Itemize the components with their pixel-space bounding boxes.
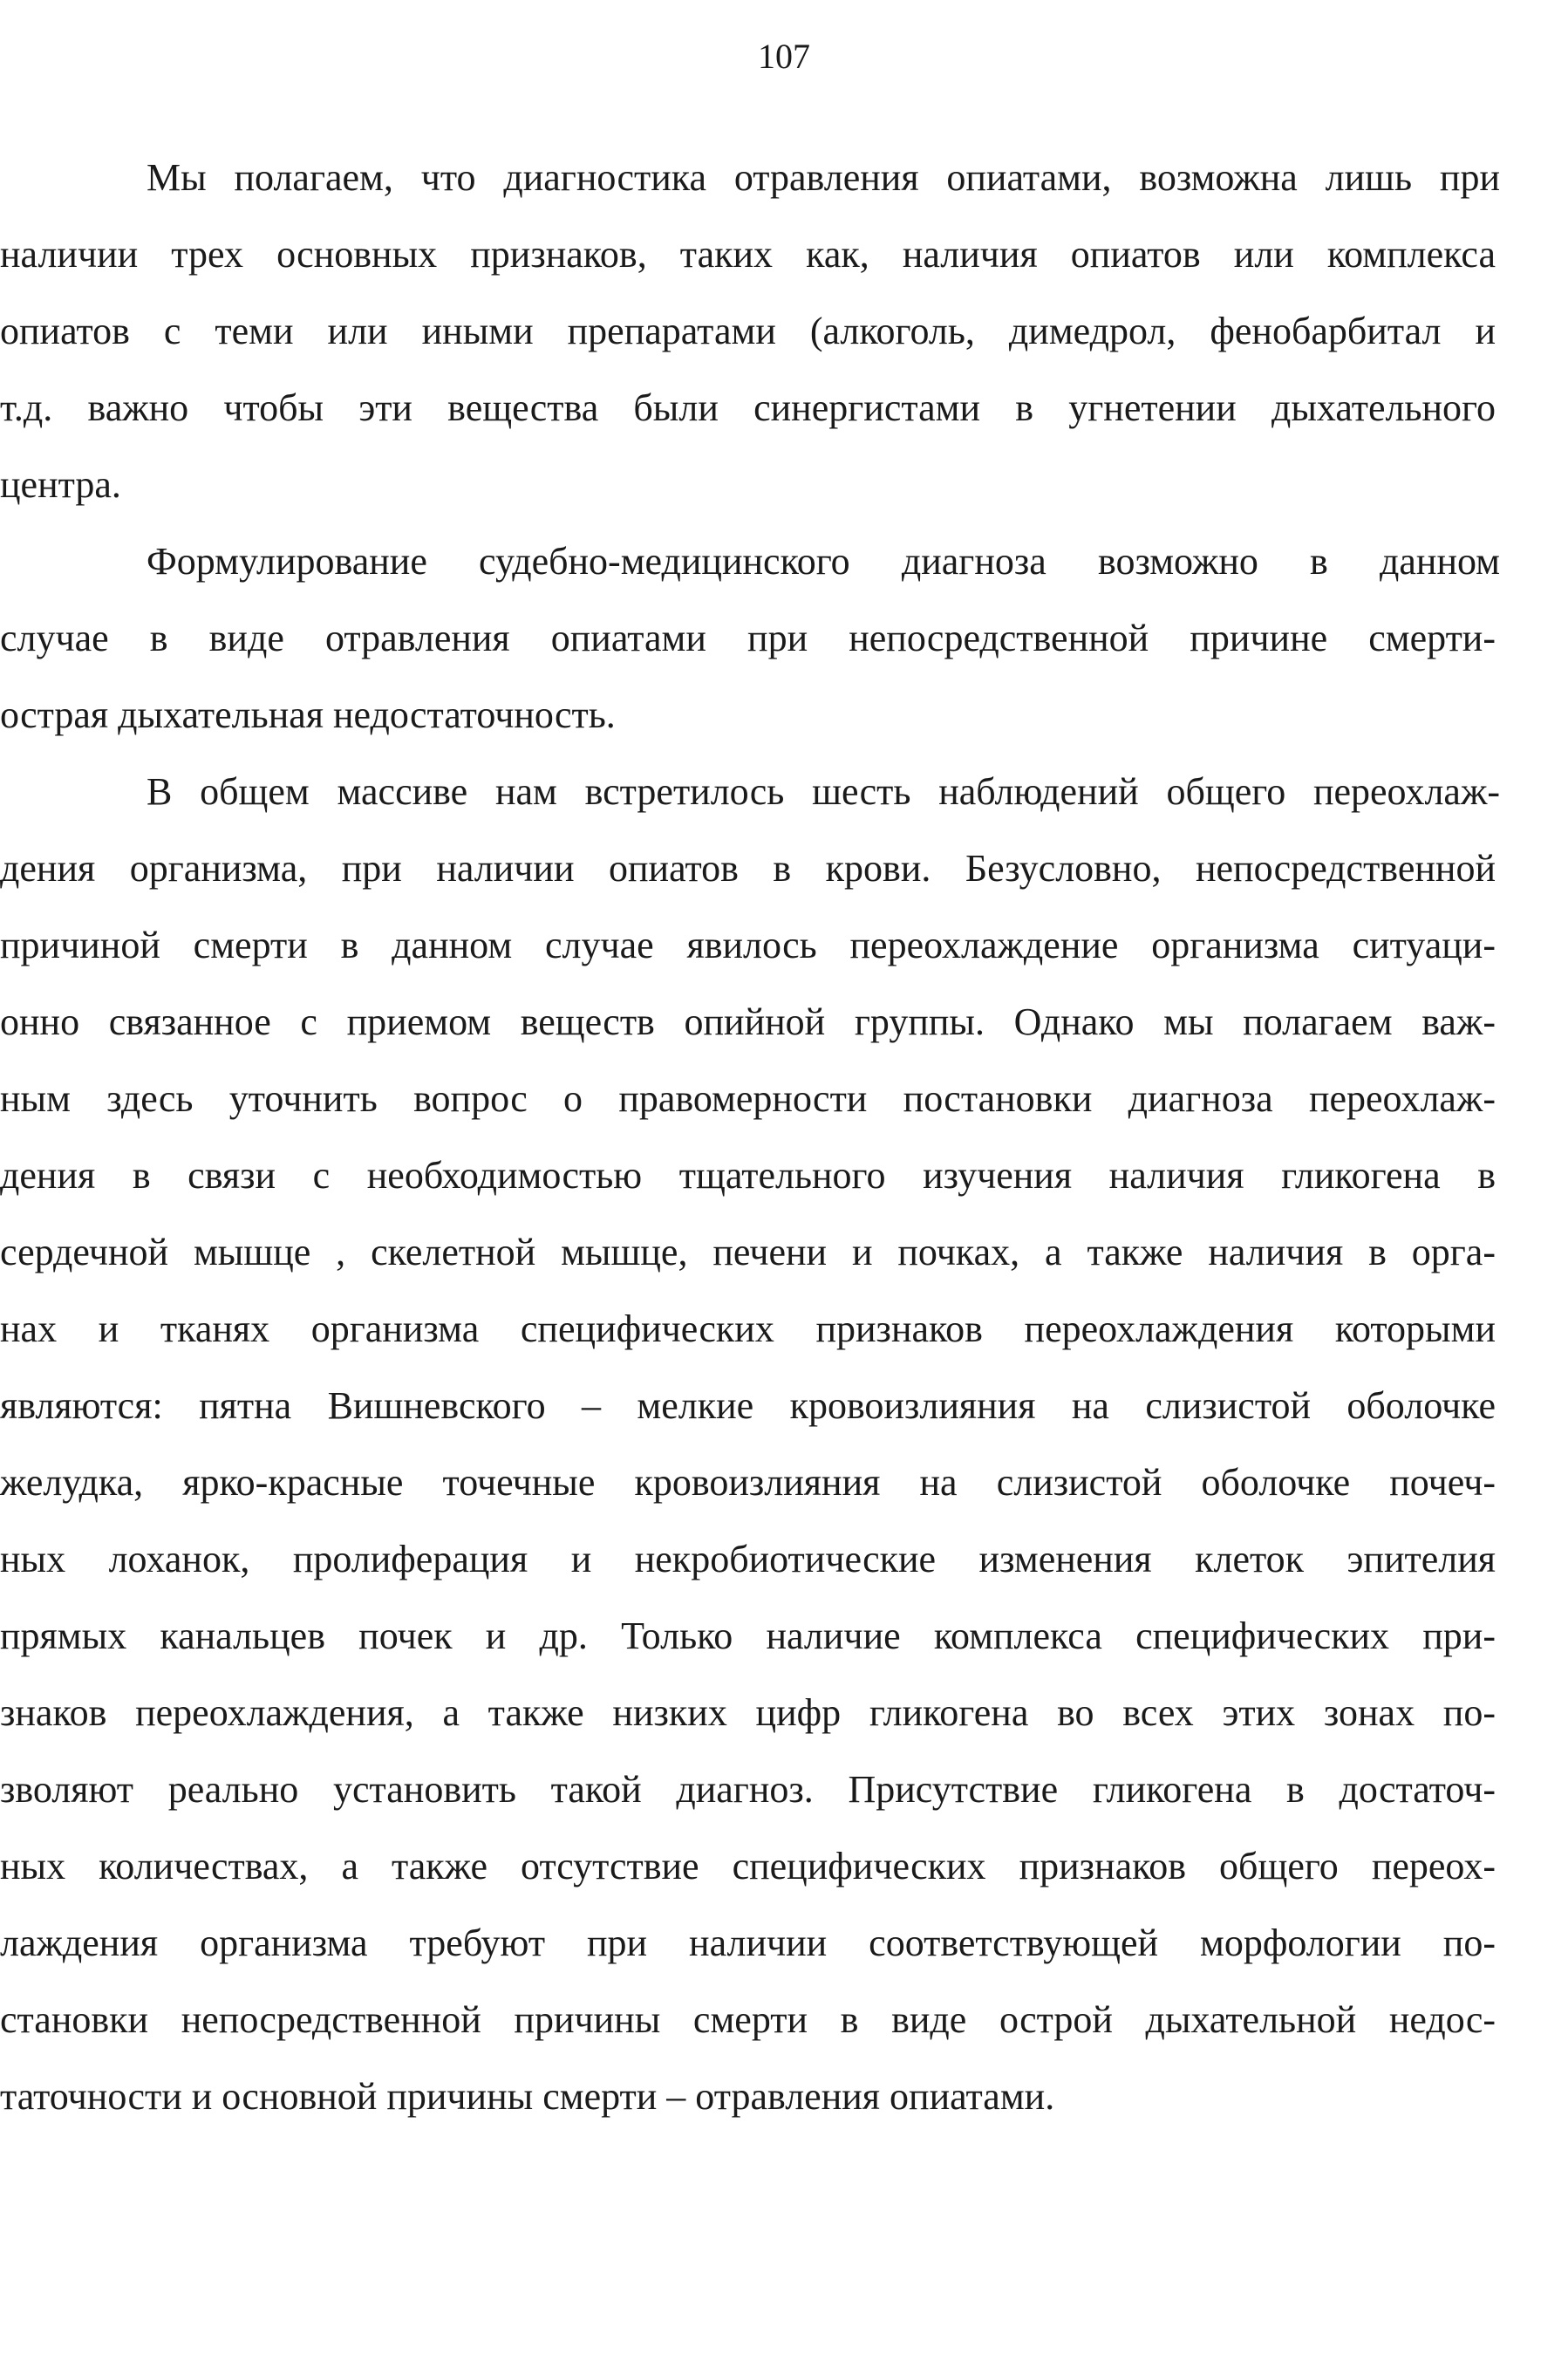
paragraph-line: ных количествах, а также отсутствие специфических признаков общего переох- [0, 1845, 1496, 1887]
paragraph-line: дения организма, при наличии опиатов в крови. Безусловно, непосредственной [0, 847, 1496, 890]
paragraph-line: становки непосредственной причины смерти в виде острой дыхательной недос- [0, 1998, 1496, 2041]
paragraph-line: опиатов с теми или иными препаратами (алкоголь, димедрол, фенобарбитал и [0, 310, 1496, 352]
paragraph-line: нах и тканях организма специфических признаков переохлаждения которыми [0, 1307, 1496, 1350]
paragraph-line: являются: пятна Вишневского – мелкие кровоизлияния на слизистой оболочке [0, 1384, 1496, 1427]
paragraph-line: причиной смерти в данном случае явилось переохлаждение организма ситуаци- [0, 924, 1496, 966]
paragraph-line: лаждения организма требуют при наличии соответствующей морфологии по- [0, 1922, 1496, 1964]
text-body [0, 140, 1500, 2135]
paragraph-line: онно связанное с приемом веществ опийной группы. Однако мы полагаем важ- [0, 1000, 1496, 1043]
paragraph-line: сердечной мышце , скелетной мышце, печени и почках, а также наличия в орга- [0, 1231, 1496, 1273]
paragraph-3 [0, 754, 1500, 2135]
paragraph-line: прямых канальцев почек и др. Только наличие комплекса специфических при- [0, 1614, 1496, 1657]
paragraph-1 [0, 140, 1500, 523]
paragraph-line: острая дыхательная недостаточность. [0, 693, 616, 736]
paragraph-line: наличии трех основных признаков, таких как, наличия опиатов или комплекса [0, 233, 1496, 276]
paragraph-line: знаков переохлаждения, а также низких цифр гликогена во всех этих зонах по- [0, 1691, 1496, 1734]
page-number: 107 [758, 37, 810, 76]
paragraph-line: желудка, ярко-красные точечные кровоизлияния на слизистой оболочке почеч- [0, 1461, 1496, 1504]
paragraph-line: Формулирование судебно-медицинского диагноза возможно в данном [147, 540, 1500, 583]
paragraph-line: зволяют реально установить такой диагноз. Присутствие гликогена в достаточ- [0, 1768, 1496, 1811]
paragraph-2 [0, 523, 1500, 754]
paragraph-line: случае в виде отравления опиатами при непосредственной причине смерти- [0, 617, 1496, 659]
paragraph-line: В общем массиве нам встретилось шесть наблюдений общего переохлаж- [147, 770, 1500, 813]
paragraph-line: ных лоханок, пролиферация и некробиотические изменения клеток эпителия [0, 1538, 1496, 1580]
paragraph-line: центра. [0, 463, 121, 506]
paragraph-line: т.д. важно чтобы эти вещества были синергистами в угнетении дыхательного [0, 386, 1496, 429]
paragraph-line: ным здесь уточнить вопрос о правомерности постановки диагноза переохлаж- [0, 1077, 1496, 1120]
paragraph-line: Мы полагаем, что диагностика отравления опиатами, возможна лишь при [147, 156, 1500, 199]
paragraph-line: таточности и основной причины смерти – отравления опиатами. [0, 2075, 1055, 2118]
paragraph-line: дения в связи с необходимостью тщательного изучения наличия гликогена в [0, 1154, 1496, 1197]
